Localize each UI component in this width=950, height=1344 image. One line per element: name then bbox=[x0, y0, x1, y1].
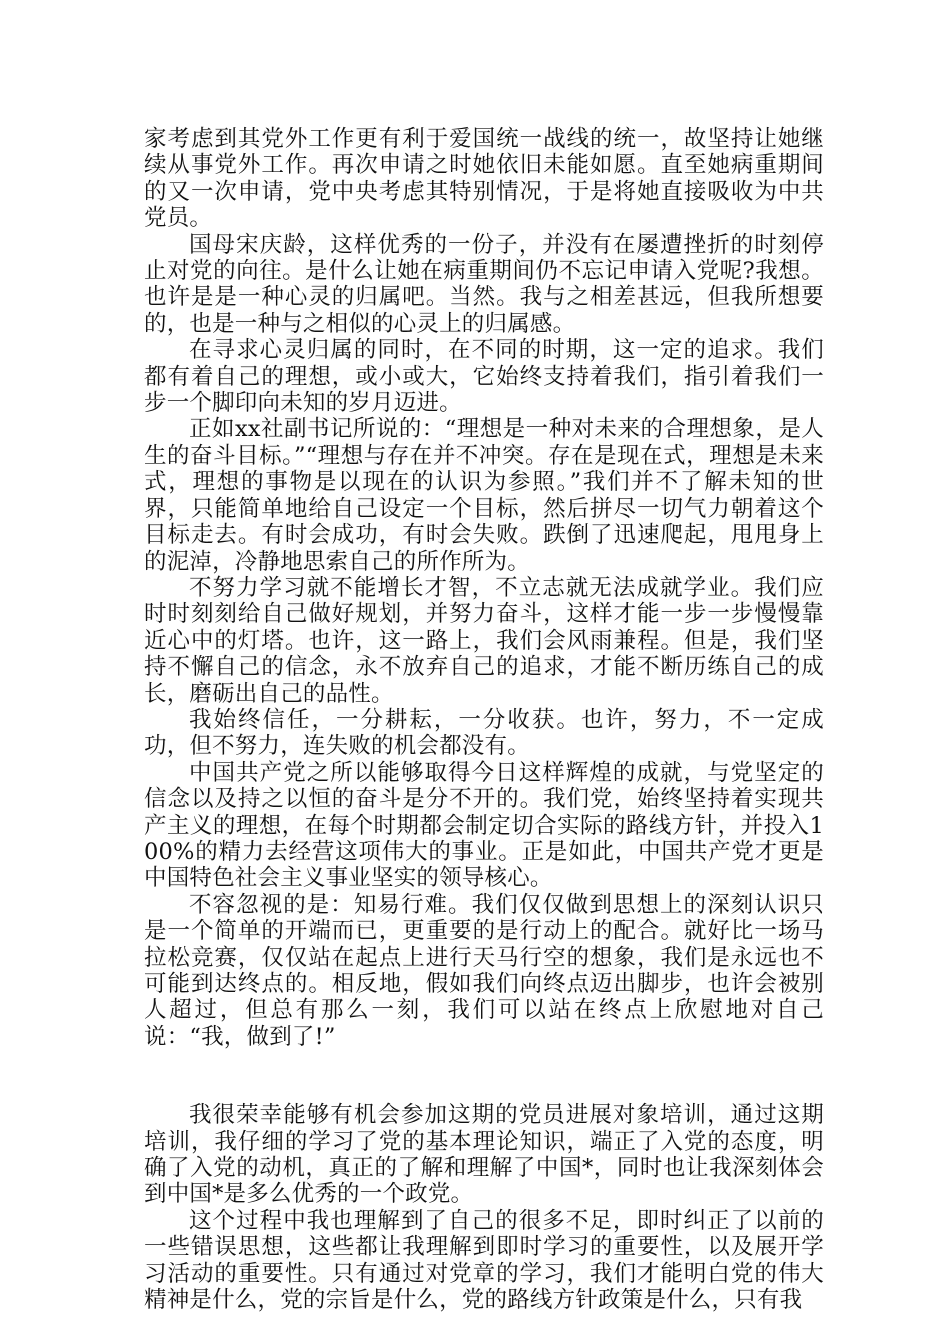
paragraph-7: 中国共产党之所以能够取得今日这样辉煌的成就，与党坚定的信念以及持之以恒的奋斗是分不开的。我们党，始终坚持着实现共产主义的理想，在每个时期都会制定切合实际的路线方针，并投入100%的精力去经营这项伟大的事业。正是如此，中国共产党才更是中国特色社会主义事业坚实的领导核心。 bbox=[144, 759, 824, 892]
paragraph-9: 我很荣幸能够有机会参加这期的党员进展对象培训，通过这期培训，我仔细的学习了党的基本理论知识，端正了入党的态度，明确了入党的动机，真正的了解和理解了中国*，同时也让我深刻体会到中国*是多么优秀的一个政党。 bbox=[144, 1102, 824, 1208]
paragraph-2: 国母宋庆龄，这样优秀的一份子，并没有在屡遭挫折的时刻停止对党的向往。是什么让她在病重期间仍不忘记申请入党呢?我想。也许是是一种心灵的归属吧。当然。我与之相差甚远，但我所想要的，也是一种与之相似的心灵上的归属感。 bbox=[144, 231, 824, 337]
paragraph-6: 我始终信任，一分耕耘，一分收获。也许，努力，不一定成功，但不努力，连失败的机会都没有。 bbox=[144, 706, 824, 760]
paragraph-10: 这个过程中我也理解到了自己的很多不足，即时纠正了以前的一些错误思想，这些都让我理解到即时学习的重要性，以及展开学习活动的重要性。只有通过对党章的学习，我们才能明白党的伟大精神是什么，党的宗旨是什么，党的路线方针政策是什么，只有我 bbox=[144, 1207, 824, 1314]
paragraph-8: 不容忽视的是：知易行难。我们仅仅做到思想上的深刻认识只是一个简单的开端而已，更重要的是行动上的配合。就好比一场马拉松竞赛，仅仅站在起点上进行天马行空的想象，我们是永远也不可能到达终点的。相反地，假如我们向终点迈出脚步，也许会被别人超过，但总有那么一刻，我们可以站在终点上欣慰地对自己说：“我，做到了!” bbox=[144, 891, 824, 1050]
paragraph-3: 在寻求心灵归属的同时，在不同的时期，这一定的追求。我们都有着自己的理想，或小或大，它始终支持着我们，指引着我们一步一个脚印向未知的岁月迈进。 bbox=[144, 337, 824, 417]
paragraph-5: 不努力学习就不能增长才智，不立志就无法成就学业。我们应时时刻刻给自己做好规划，并努力奋斗，这样才能一步一步慢慢靠近心中的灯塔。也许，这一路上，我们会风雨兼程。但是，我们坚持不懈自己的信念，永不放弃自己的追求，才能不断历练自己的成长，磨砺出自己的品性。 bbox=[144, 574, 824, 707]
paragraph-4: 正如xx社副书记所说的：“理想是一种对未来的合理想象，是人生的奋斗目标。”“理想与存在并不冲突。存在是现在式，理想是未来式，理想的事物是以现在的认识为参照。”我们并不了解未知的世界，只能简单地给自己设定一个目标，然后拼尽一切气力朝着这个目标走去。有时会成功，有时会失败。跌倒了迅速爬起，甩甩身上的泥淖，冷静地思索自己的所作所为。 bbox=[144, 416, 824, 575]
document-body bbox=[144, 126, 824, 1313]
paragraph-1: 家考虑到其党外工作更有利于爱国统一战线的统一，故坚持让她继续从事党外工作。再次申请之时她依旧未能如愿。直至她病重期间的又一次申请，党中央考虑其特别情况，于是将她直接吸收为中共党员。 bbox=[144, 126, 824, 232]
section-gap bbox=[144, 1050, 824, 1102]
